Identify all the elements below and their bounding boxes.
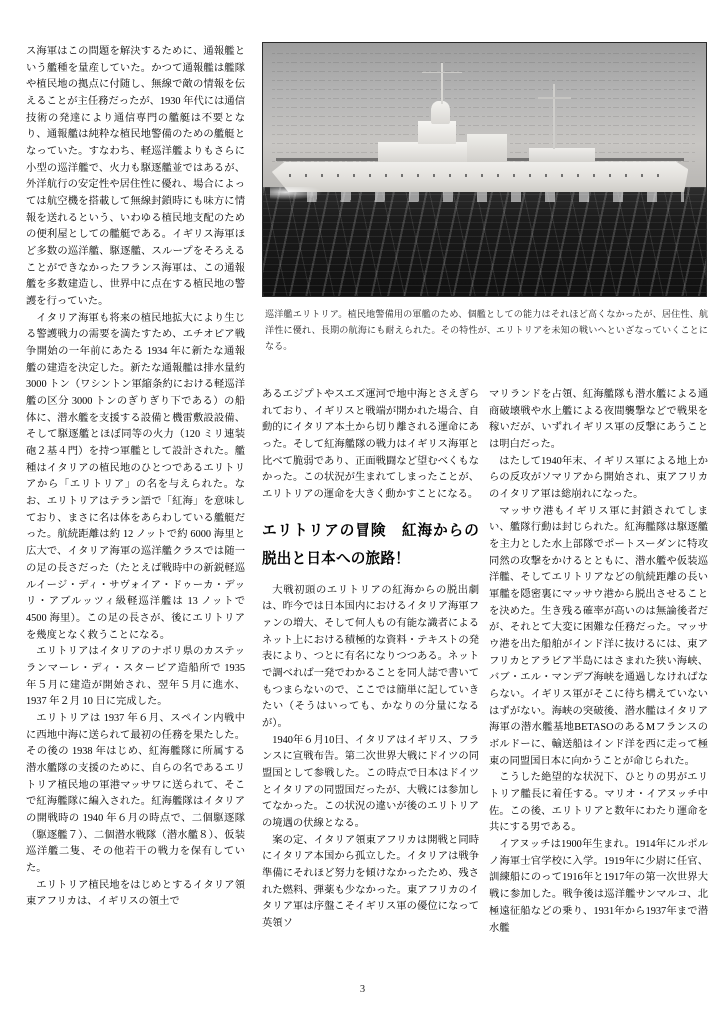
photo-block xyxy=(262,42,707,297)
paragraph: エリトリアはイタリアのナポリ県のカステッランマーレ・ディ・スタービア造船所で 1935 年５月に建造が開始され、翌年５月に進水、1937 年２月 10 日に完成した。 xyxy=(26,646,245,708)
photo-caption: 巡洋艦エリトリア。植民地警備用の軍艦のため、個艦としての能力はそれほど高くなかったが、居住性、航洋性に優れ、長期の航海にも耐えられた。その特性が、エリトリアを未知の戦いへといざなっていくことになる。 xyxy=(265,310,708,353)
photo-sea xyxy=(263,187,706,296)
ship-superstructure-mid xyxy=(467,134,507,162)
ship-superstructure-aft xyxy=(529,148,595,162)
paragraph: 案の定、イタリア領東アフリカは開戦と同時にイタリア本国から孤立した。イタリアは戦争準備にそれほど努力を傾けなかったため、残された燃料、弾薬も少なかった。東アフリカのイタリア軍は序盤こそイギリス軍の優位になって英領ソ xyxy=(262,834,479,930)
paragraph: あるエジプトやスエズ運河で地中海とさえぎられており、イギリスと戦端が開かれた場合、自動的にイタリア本土から切り離される運命にあった。そして紅海艦隊の戦力はイギリス海軍と比べて脆弱であり、正面戦闘など望むべくもなかった。この状況が生まれてしまったことが、エリトリアの運命を大きく動かすことになる。 xyxy=(262,389,479,501)
ship-control-tower xyxy=(431,101,450,124)
paragraph: 大戦初頭のエリトリアの紅海からの脱出劇は、昨今では日本国内におけるイタリア海軍ファンの増大、そして何人もの有能な識者によるネット上における積極的な資料・テキストの発表により、つとに有名になりつつある。ネットで調べれば一発でわかることを同人誌で書いてもつまらないので、ここでは簡単に記していきたい（そうはいっても、かなりの分量になるが）。 xyxy=(262,584,479,729)
paragraph: エリトリア植民地をはじめとするイタリア領東アフリカは、イギリスの領土で xyxy=(26,879,245,908)
paragraph: マリランドを占領、紅海艦隊も潜水艦による通商破壊戦や水上艦による夜間襲撃などで戦果を稼いだが、いずれイギリス軍の反撃にあうことは明白だった。 xyxy=(489,389,708,451)
ship-bridge xyxy=(418,121,456,144)
ship-hull xyxy=(272,159,688,192)
paragraph: イアヌッチは1900年生まれ。1914年にルポルノ海軍士官学校に入学。1919年に少尉に任官、訓練船にのって1916年と1917年の第一次世界大戦に参加した。戦争後は巡洋艦サンマルコ、北極遠征船などの乗り、1931年から1937年まで潜水艦 xyxy=(489,839,708,934)
ship-superstructure-forward xyxy=(378,142,475,162)
paragraph: こうした絶望的な状況下、ひとりの男がエリトリア艦長に着任する。マリオ・イアヌッチ中佐。この後、エリトリアと数年にわたり運命を共にする男である。 xyxy=(489,772,708,834)
ship-yardarm-fore xyxy=(422,72,462,73)
text-column-2 xyxy=(262,387,479,933)
section-heading: エリトリアの冒険 紅海からの脱出と日本への旅路！ xyxy=(262,521,479,568)
paragraph: はたして1940年末、イギリス軍による地上からの反攻がソマリアから開始され、東アフリカのイタリア軍は総崩れになった。 xyxy=(489,455,708,501)
paragraph: エリトリアは 1937 年６月、スペイン内戦中に西地中海に送られて最初の任務を果たした。その後の 1938 年はじめ、紅海艦隊に所属する潜水艦隊の支援のために、自らの名であるエリトリア植民地の軍港マッサワに送られて、そこで紅海艦隊に編入された。紅海艦隊はイタリアの開戦時の 1940 年６月の時点で、二個駆逐隊（駆逐艦７）、二個潜水戦隊（潜水艦８）、仮装巡洋艦二隻、その他若干の戦力を保有していた。 xyxy=(26,712,245,874)
paragraph: 1940年６月10日、イタリアはイギリス、フランスに宣戦布告。第二次世界大戦にドイツの同盟国として参戦した。この時点で日本はドイツとイタリアの同盟国だったが、大戦には参加してなかった。この状況の違いが後のエリトリアの境遇の伏線となる。 xyxy=(262,734,479,830)
text-column-3 xyxy=(489,387,708,937)
paragraph: マッサウ港もイギリス軍に封鎖されてしまい、艦隊行動は封じられた。紅海艦隊は駆逐艦を主力とした水上部隊でポートスーダンに特攻同然の攻撃をかけるとともに、潜水艦や仮装巡洋艦、そしてエリトリアなどの航続距離の長い軍艦を隠密裏にマッサウ港から脱出させることを決めた。生き残る確率が高いのは無論後者だが、それとて大変に困難な任務だった。マッサウ港を出た船舶がインド洋に抜けるには、東アフリカとアラビア半島にはさまれた狭い海峡、バブ・エル・マンデブ海峡を通過しなければならない。イギリス軍がそこに待ち構えていないはずがない。海峡の突破後、潜水艦はイタリア海軍の潜水艦基地BETASOのあるMフランスのボルドーに、輸送船はインド洋を西に走って極東の同盟国日本に向かうことが命じられた。 xyxy=(489,505,708,767)
cruiser-eritrea-photo xyxy=(262,42,707,297)
paragraph: ス海軍はこの問題を解決するために、通報艦という艦種を量産していた。かつて通報艦は艦隊や植民地の拠点に付随し、無線で敵の情報を伝えることが主任務だったが、1930 年代には通信技術の発達により通信専門の艦艇は不要となり、通報艦は純粋な植民地警備のための艦艇となっていた。すなわち、軽巡洋艦よりもさらに小型の巡洋艦で、火力も駆逐艦並ではあるが、外洋航行の安定性や居住性に優れ、場合によっては航空機を搭載して無線封鎖時にも味方に情報を送れるという、いわゆる植民地支配のための便利屋としての艦艇である。イギリス海軍ほど多数の巡洋艦、駆逐艦、スループをそろえることができなかったフランス海軍は、この通報艦を多数建造し、世界中に点在する植民地の警護を行っていた。 xyxy=(26,46,245,308)
text-column-1 xyxy=(26,44,245,911)
ship-wake xyxy=(307,192,684,202)
ship-yardarm-main xyxy=(538,97,571,98)
page-number: 3 xyxy=(359,984,366,995)
ship-mainmast xyxy=(553,84,555,150)
paragraph: イタリア海軍も将来の植民地拡大により生じる警護戦力の需要を満たすため、エチオピア戦争開始の一年前にあたる 1934 年に新たな通報艦の建造を決定した。新たな通報艦は排水量約 3000 トン（ワシントン軍縮条約における軽巡洋艦の区分 3000 トンのぎりぎり下である）の船体に、潜水艦を支援する設備と機雷敷設設備、そして駆逐艦とほぼ同等の火力（120 ミリ連装砲２基４門）を持つ軍艦として設計された。艦種はイタリアの植民地のひとつであるエリトリアから「エリトリア」の名を与えられた。なお、エリトリアはテラン語で「紅海」を意味しており、まさに名は体をあらわしている艦艇だった。航続距離は約 12 ノットで約 6000 海里と広大で、イタリア海軍の巡洋艦クラスでは随一の足の長さだった（たとえば戦時中の新鋭軽巡ルイージ・ディ・サヴォイア・ドゥーカ・デッリ・アブルッツィ級軽巡洋艦は 13 ノットで 4500 海里）。この足の長さが、後にエリトリアを幾度となく救うことになる。 xyxy=(26,312,245,641)
ship-foremast xyxy=(441,63,443,103)
